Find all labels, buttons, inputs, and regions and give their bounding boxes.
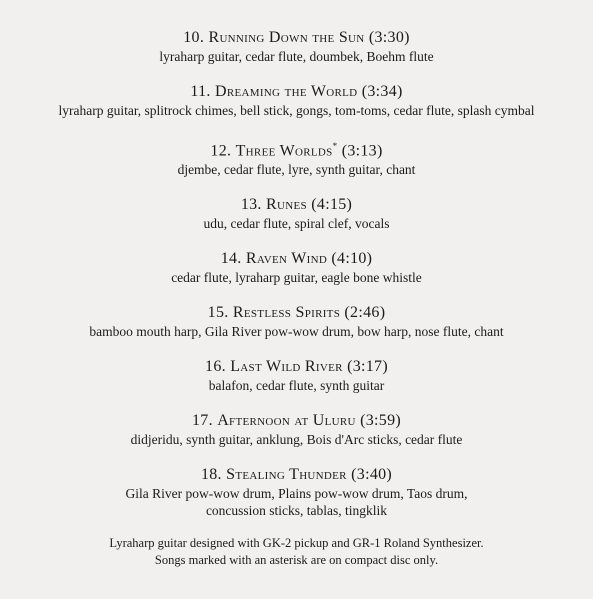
track-13	[0, 195, 593, 232]
track-number: 13.	[240, 196, 262, 214]
track-title	[0, 465, 593, 485]
track-number: 11.	[190, 83, 211, 100]
track-duration: (3:59)	[360, 412, 401, 430]
track-instruments: lyraharp guitar, cedar flute, doumbek, Boehm flute	[159, 49, 434, 64]
track-number: 10.	[183, 29, 205, 46]
track-title	[0, 136, 593, 161]
track-instruments: udu, cedar flute, spiral clef, vocals	[203, 216, 390, 232]
track-instruments: bamboo mouth harp, Gila River pow-wow drum, bow harp, nose flute, chant	[89, 324, 504, 340]
track-title	[0, 82, 593, 102]
track-10	[0, 28, 593, 65]
track-name: Running Down the Sun	[208, 29, 365, 46]
track-name: Three Worlds	[235, 142, 333, 160]
track-number: 14.	[220, 250, 242, 268]
track-instruments: Gila River pow-wow drum, Plains pow-wow drum, Taos drum,	[125, 486, 468, 502]
track-number: 12.	[210, 142, 232, 160]
track-name: Stealing Thunder	[226, 466, 347, 484]
track-instruments: lyraharp guitar, splitrock chimes, bell stick, gongs, tom-toms, cedar flute, splash cymbal	[58, 103, 535, 118]
track-instruments: djembe, cedar flute, lyre, synth guitar, chant	[177, 162, 416, 178]
track-title	[0, 303, 593, 323]
track-12	[0, 136, 593, 178]
track-number: 17.	[191, 412, 213, 430]
track-instruments: cedar flute, lyraharp guitar, eagle bone whistle	[171, 270, 422, 286]
track-title	[0, 195, 593, 215]
track-instruments: balafon, cedar flute, synth guitar	[208, 378, 385, 394]
track-duration: (3:40)	[351, 466, 393, 484]
track-duration: (3:30)	[368, 29, 410, 46]
track-11	[0, 82, 593, 119]
track-16	[0, 357, 593, 394]
track-title	[0, 249, 593, 269]
track-number: 18.	[200, 466, 222, 484]
track-duration: (4:10)	[331, 250, 373, 268]
track-name: Restless Spirits	[232, 304, 341, 322]
asterisk-note: Songs marked with an asterisk are on compact disc only.	[154, 553, 439, 568]
track-15	[0, 303, 593, 340]
track-duration: (3:13)	[341, 142, 383, 160]
track-duration: (2:46)	[344, 304, 386, 322]
track-name: Last Wild River	[230, 358, 343, 376]
track-14	[0, 249, 593, 286]
track-number: 15.	[207, 304, 229, 322]
track-duration: (3:17)	[347, 358, 388, 376]
track-duration: (3:34)	[361, 83, 403, 100]
track-instruments: didjeridu, synth guitar, anklung, Bois d'Arc sticks, cedar flute	[130, 432, 463, 448]
track-name: Raven Wind	[245, 250, 328, 268]
track-name: Afternoon at Uluru	[217, 412, 356, 430]
track-duration: (4:15)	[311, 196, 353, 214]
cd-only-asterisk: *	[332, 141, 338, 151]
track-17	[0, 411, 593, 448]
synth-note: Lyraharp guitar designed with GK-2 pickup and GR-1 Roland Synthesizer.	[109, 536, 484, 551]
track-name: Runes	[266, 196, 307, 214]
track-18	[0, 465, 593, 519]
track-title	[0, 28, 593, 48]
track-title	[0, 411, 593, 431]
track-name: Dreaming the World	[214, 83, 358, 100]
track-number: 16.	[205, 358, 226, 376]
track-instruments: concussion sticks, tablas, tingklik	[205, 503, 388, 519]
track-title	[0, 357, 593, 377]
footer-notes	[0, 535, 593, 569]
